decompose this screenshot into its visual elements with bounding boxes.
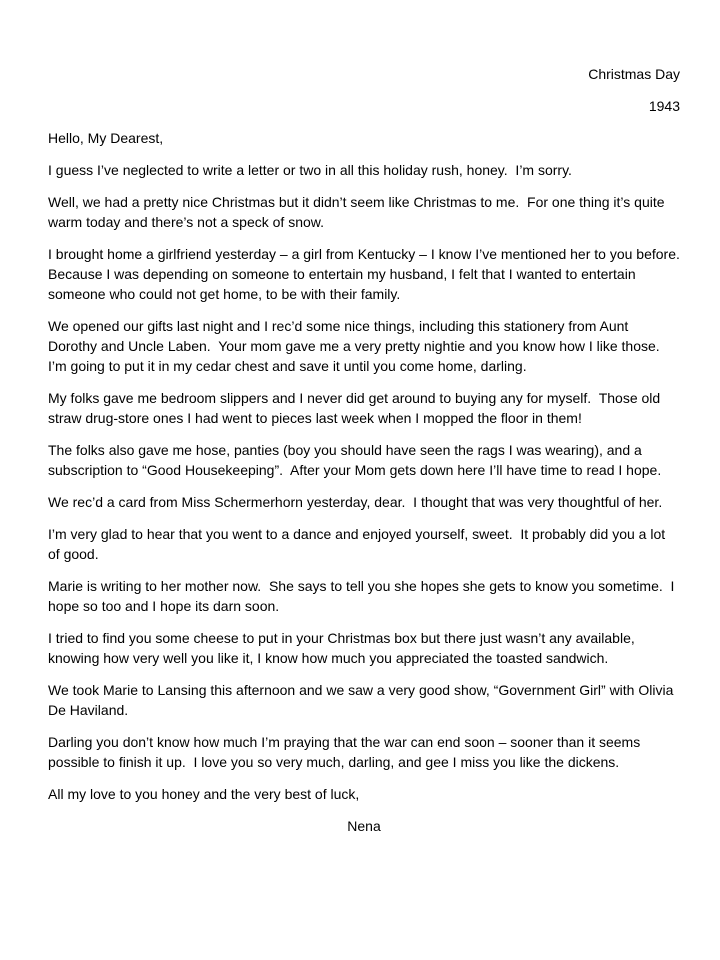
paragraph-2: Well, we had a pretty nice Christmas but it didn’t seem like Christmas to me. For one thing it’s quite warm today and there’s not a speck of snow.	[48, 194, 669, 230]
paragraph-4: We opened our gifts last night and I rec’d some nice things, including this stationery from Aunt Dorothy and Uncle Laben. Your mom gave me a very pretty nightie and you know how I like those. I’m going to put it in my cedar chest and save it until you come home, darling.	[48, 318, 668, 374]
year-line: 1943	[648, 98, 680, 114]
paragraph-11: We took Marie to Lansing this afternoon and we saw a very good show, “Government Girl” with Olivia De Haviland.	[48, 682, 678, 718]
closing-line: All my love to you honey and the very best of luck,	[48, 786, 360, 802]
paragraph-8: I’m very glad to hear that you went to a dance and enjoyed yourself, sweet. It probably did you a lot of good.	[48, 526, 670, 562]
paragraph-1: I guess I’ve neglected to write a letter or two in all this holiday rush, honey. I’m sorry.	[48, 162, 572, 178]
paragraph-10: I tried to find you some cheese to put in your Christmas box but there just wasn’t any available, knowing how very well you like it, I know how much you appreciated the toasted sandwich.	[48, 630, 639, 666]
salutation: Hello, My Dearest,	[48, 130, 164, 146]
letter-body	[48, 64, 688, 836]
signature: Nena	[347, 818, 381, 834]
date-line: Christmas Day	[588, 66, 680, 82]
paragraph-9: Marie is writing to her mother now. She says to tell you she hopes she gets to know you sometime. I hope so too and I hope its darn soon.	[48, 578, 679, 614]
paragraph-5: My folks gave me bedroom slippers and I never did get around to buying any for myself. Those old straw drug-store ones I had went to pieces last week when I mopped the floor in them!	[48, 390, 665, 426]
paragraph-7: We rec’d a card from Miss Schermerhorn yesterday, dear. I thought that was very thoughtful of her.	[48, 494, 663, 510]
paragraph-6: The folks also gave me hose, panties (boy you should have seen the rags I was wearing), and a subscription to “Good Housekeeping”. After your Mom gets down here I’ll have time to read I hope.	[48, 442, 662, 478]
paragraph-12: Darling you don’t know how much I’m praying that the war can end soon – sooner than it seems possible to finish it up. I love you so very much, darling, and gee I miss you like the dickens.	[48, 734, 645, 770]
paragraph-3: I brought home a girlfriend yesterday – a girl from Kentucky – I know I’ve mentioned her to you before. Because I was depending on someone to entertain my husband, I felt that I wanted to entertain someone who could not get home, to be with their family.	[48, 246, 688, 302]
